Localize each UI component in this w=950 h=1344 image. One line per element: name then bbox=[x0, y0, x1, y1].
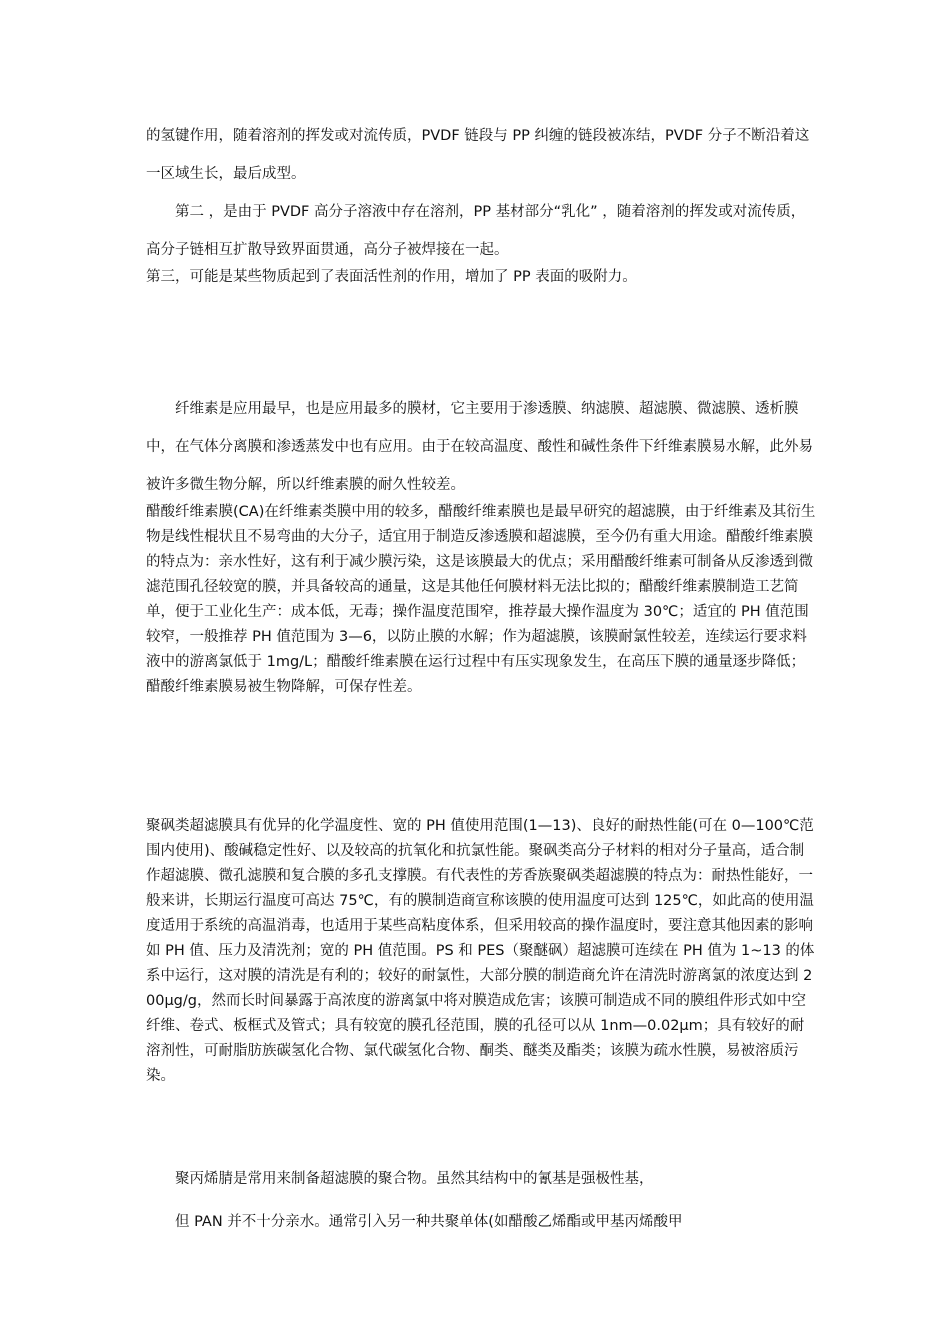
paragraph-cellulose-acetate: 醋酸纤维素膜(CA)在纤维素类膜中用的较多，醋酸纤维素膜也是最早研究的超滤膜，由于纤维素及其衍生物是线性棍状且不易弯曲的大分子，适宜用于制造反渗透膜和超滤膜，至今仍有重大用途。醋酸纤维素膜的特点为：亲水性好，这有利于减少膜污染，这是该膜最大的优点；采用醋酸纤维素可制备从反渗透到微滤范围孔径较宽的膜，并具备较高的通量，这是其他任何膜材料无法比拟的；醋酸纤维素膜制造工艺简单，便于工业化生产：成本低，无毒；操作温度范围窄，推荐最大操作温度为 30℃；适宜的 PH 值范围较窄，一般推荐 PH 值范围为 3—6，以防止膜的水解；作为超滤膜，该膜耐氯性较差，连续运行要求料液中的游离氯低于 1mg/L；醋酸纤维素膜在运行过程中有压实现象发生，在高压下膜的通量逐步降低；醋酸纤维素膜易被生物降解，可保存性差。 bbox=[146, 504, 816, 695]
paragraph-third-reason: 第三，可能是某些物质起到了表面活性剂的作用，增加了 PP 表面的吸附力。 bbox=[146, 269, 637, 285]
paragraph-polyacrylonitrile-1: 聚丙烯腈是常用来制备超滤膜的聚合物。虽然其结构中的氰基是强极性基， bbox=[175, 1171, 654, 1187]
paragraph-polyacrylonitrile-2: 但 PAN 并不十分亲水。通常引入另一种共聚单体(如醋酸乙烯酯或甲基丙烯酸甲 bbox=[175, 1214, 683, 1230]
paragraph-second-reason: 第二 ，是由于 PVDF 高分子溶液中存在溶剂，PP 基材部分“乳化” ，随着溶剂的挥发或对流传质，高分子链相互扩散导致界面贯通，高分子被焊接在一起。 bbox=[146, 204, 806, 258]
paragraph-polysulfone: 聚砜类超滤膜具有优异的化学温度性、宽的 PH 值使用范围(1—13)、良好的耐热性能(可在 0—100℃范围内使用)、酸碱稳定性好、以及较高的抗氧化和抗氯性能。聚砜类高分子材料的相对分子量高，适合制作超滤膜、微孔滤膜和复合膜的多孔支撑膜。有代表性的芳香族聚砜类超滤膜的特点为：耐热性能好，一般来讲，长期运行温度可高达 75℃，有的膜制造商宣称该膜的使用温度可达到 125℃，如此高的使用温度适用于系统的高温消毒，也适用于某些高粘度体系，但采用较高的操作温度时，要注意其他因素的影响如 PH 值、压力及清洗剂；宽的 PH 值范围。PS 和 PES（聚醚砜）超滤膜可连续在 PH 值为 1~13 的体系中运行，这对膜的清洗是有利的；较好的耐氯性，大部分膜的制造商允许在清洗时游离氯的浓度达到 200μg/g，然而长时间暴露于高浓度的游离氯中将对膜造成危害；该膜可制造成不同的膜组件形式如中空纤维、卷式、板框式及管式；具有较宽的膜孔径范围，膜的孔径可以从 1nm—0.02μm；具有较好的耐溶剂性，可耐脂肪族碳氢化合物、氯代碳氢化合物、酮类、醚类及酯类；该膜为疏水性膜，易被溶质污染。 bbox=[146, 818, 815, 1084]
paragraph-cellulose: 纤维素是应用最早，也是应用最多的膜材，它主要用于渗透膜、纳滤膜、超滤膜、微滤膜、透析膜中，在气体分离膜和渗透蒸发中也有应用。由于在较高温度、酸性和碱性条件下纤维素膜易水解，此外易被许多微生物分解，所以纤维素膜的耐久性较差。 bbox=[146, 401, 813, 493]
paragraph-pvdf-bonding: 的氢键作用，随着溶剂的挥发或对流传质，PVDF 链段与 PP 纠缠的链段被冻结，PVDF 分子不断沿着这一区域生长，最后成型。 bbox=[146, 128, 810, 182]
